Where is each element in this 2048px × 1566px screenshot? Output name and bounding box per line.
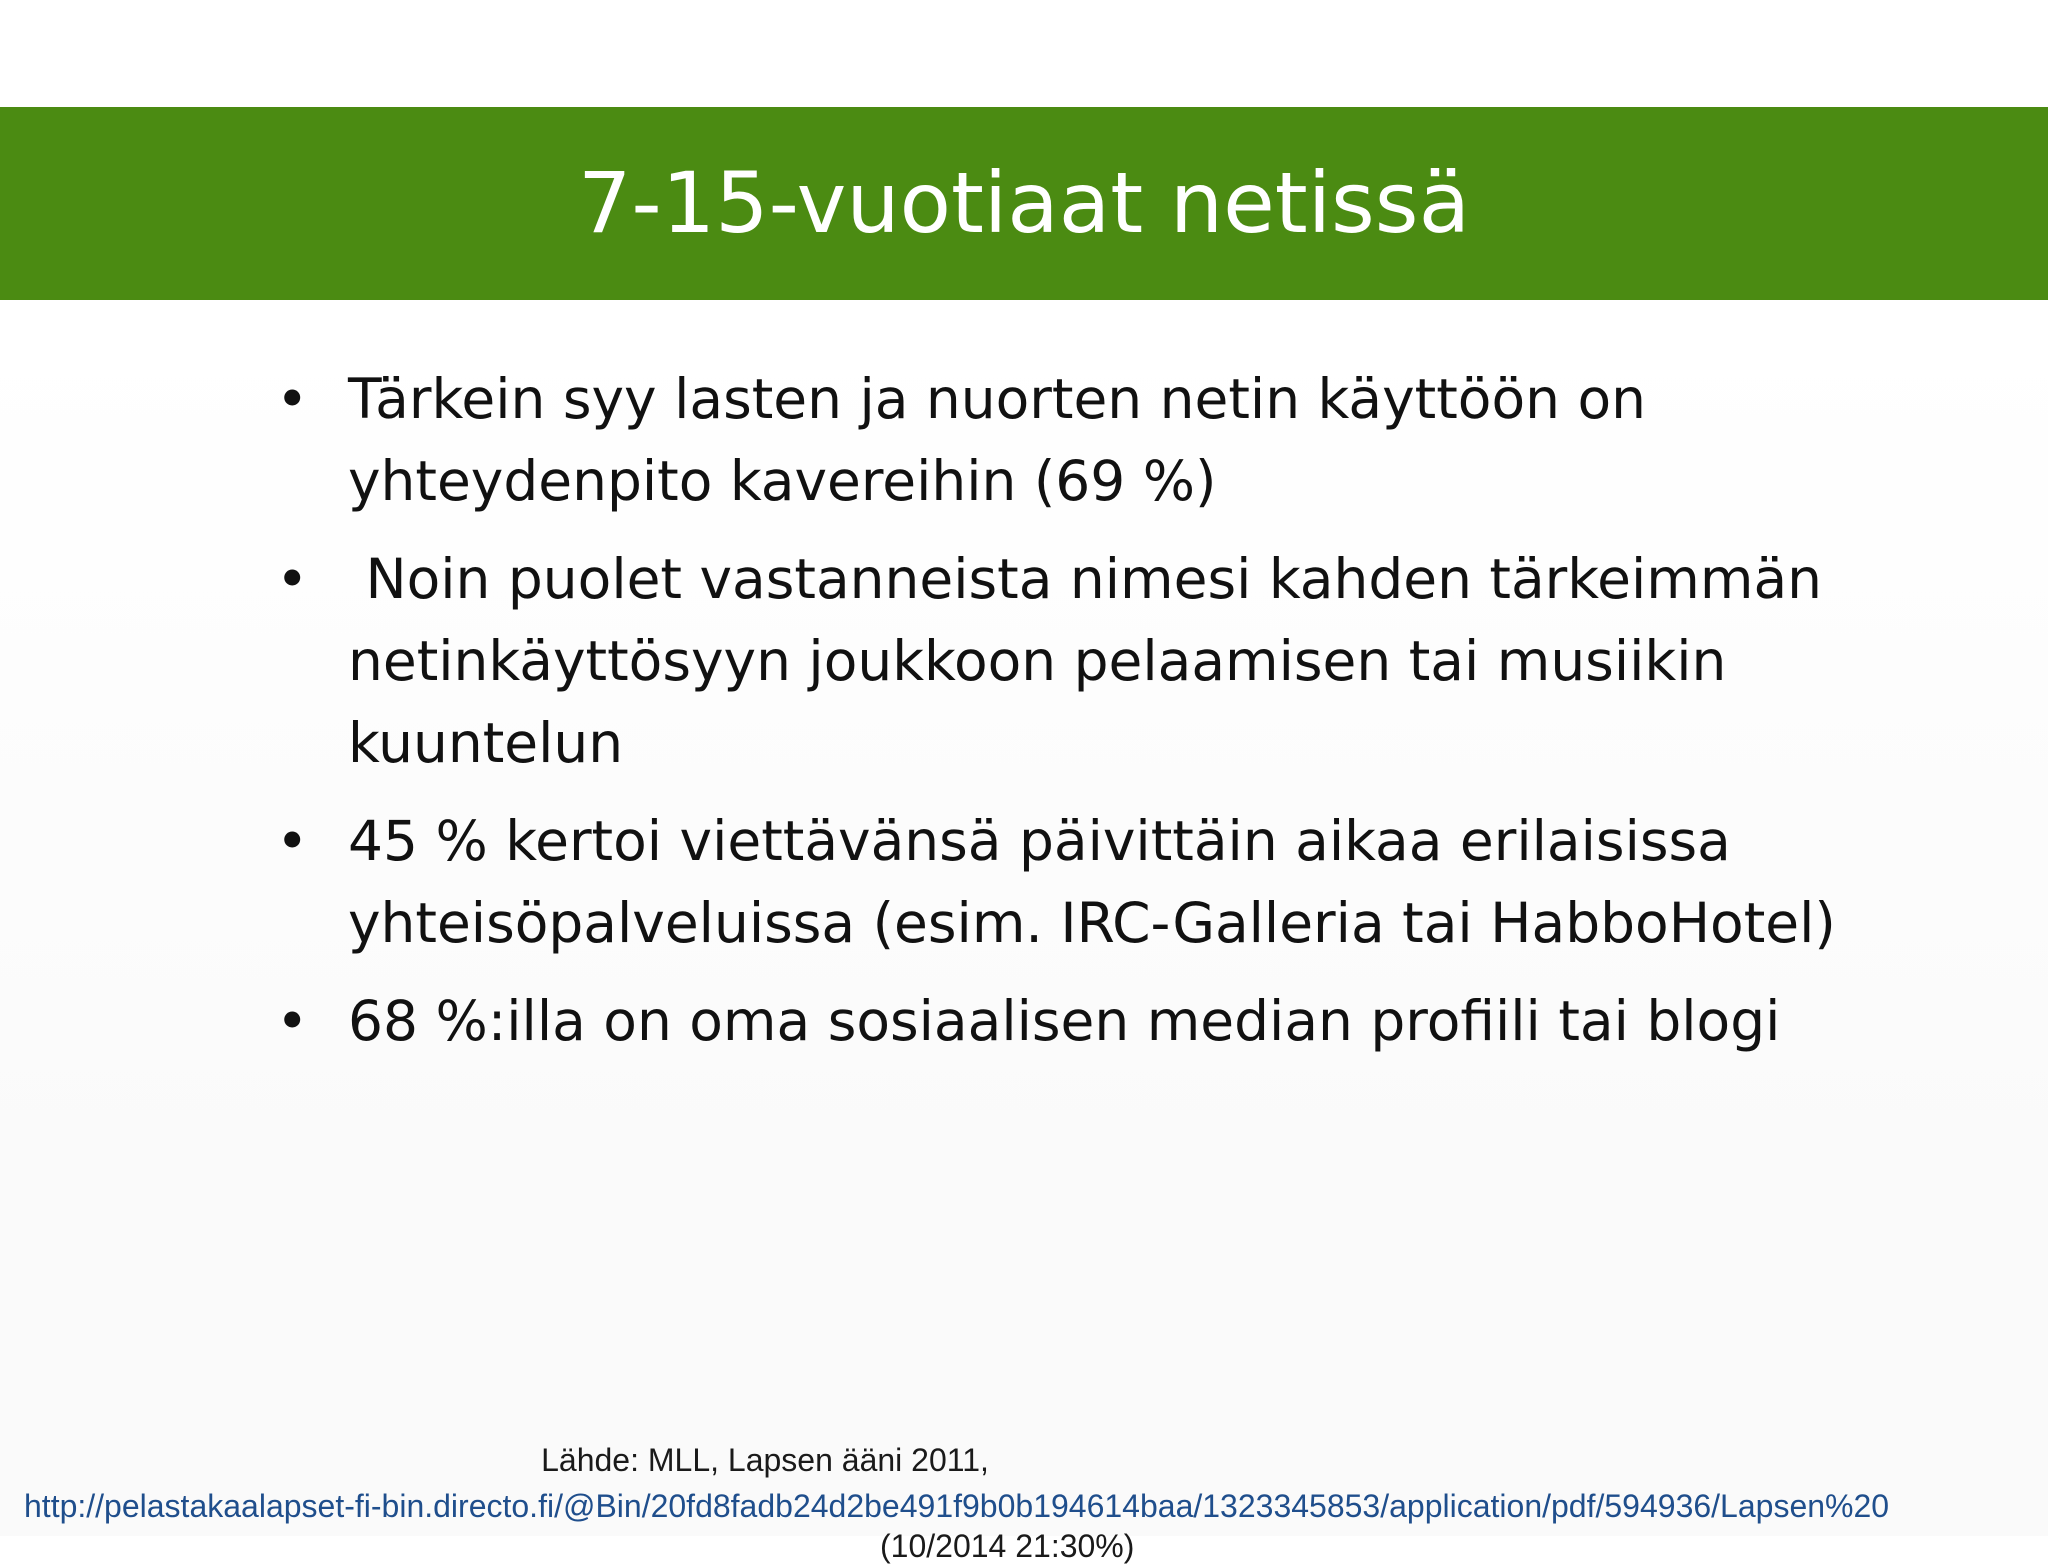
source-date: (10/2014 21:30%) [880, 1528, 1135, 1564]
bullet-text-line: Noin puolet vastanneista nimesi kahden tärkeimmän [348, 547, 1823, 611]
bullet-list [270, 358, 1950, 1078]
bullet-dot-icon: • [276, 547, 309, 611]
bullet-dot-icon: • [276, 809, 309, 873]
bullet-item [270, 538, 1950, 784]
bullet-dot-icon: • [276, 367, 309, 431]
bullet-text-line: kuuntelun [348, 711, 624, 775]
bullet-text-line: Tärkein syy lasten ja nuorten netin käyttöön on [348, 367, 1646, 431]
bullet-text-line: 45 % kertoi viettävänsä päivittäin aikaa erilaisissa [348, 809, 1731, 873]
bullet-item [270, 800, 1950, 964]
bullet-text-line: 68 %:illa on oma sosiaalisen median profiili tai blogi [348, 989, 1781, 1053]
bullet-text-line: netinkäyttösyyn joukkoon pelaamisen tai musiikin [348, 629, 1727, 693]
bullet-item [270, 980, 1950, 1062]
bullet-dot-icon: • [276, 989, 309, 1053]
bullet-text-line: yhteisöpalveluissa (esim. IRC-Galleria tai HabboHotel) [348, 891, 1836, 955]
source-link[interactable]: http://pelastakaalapset-fi-bin.directo.fi/@Bin/20fd8fadb24d2be491f9b0b194614baa/1323345853/application/pdf/594936/Lapsen%20 [24, 1488, 1890, 1524]
source-label: Lähde: MLL, Lapsen ääni 2011, [541, 1442, 989, 1478]
bullet-item [270, 358, 1950, 522]
bullet-text-line: yhteydenpito kavereihin (69 %) [348, 449, 1217, 513]
slide-title: 7-15-vuotiaat netissä [577, 154, 1471, 252]
